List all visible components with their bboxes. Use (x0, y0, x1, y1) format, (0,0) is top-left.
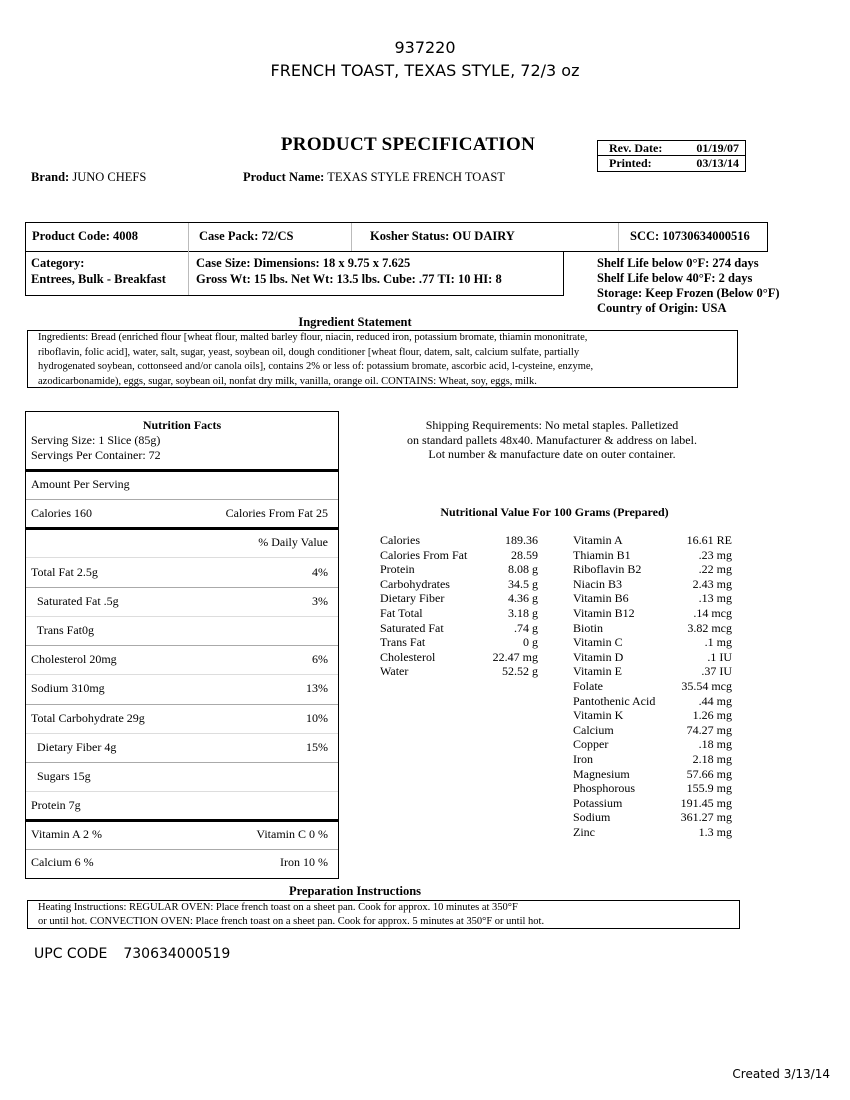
nutrient-name: Folate (573, 679, 603, 693)
nutrient-amount: .1 mg (704, 635, 732, 650)
vitamin-c: Vitamin C 0 % (256, 827, 328, 841)
divider (26, 557, 338, 558)
page-title: PRODUCT SPECIFICATION (280, 134, 536, 155)
nutritional-value-title: Nutritional Value For 100 Grams (Prepared) (440, 505, 669, 519)
nutrient-name: Vitamin C (573, 635, 623, 650)
nutrient-value-row (573, 694, 732, 709)
nutrient-daily-value: 10% (306, 710, 328, 725)
nutrient-amount: 3.18 g (508, 606, 538, 620)
nutrient-name: Dietary Fiber (380, 591, 445, 606)
divider (26, 762, 338, 763)
divider (26, 704, 338, 705)
nutrient-label: Cholesterol 20mg (31, 652, 117, 667)
calcium: Calcium 6 % (31, 855, 94, 869)
nutrient-value-row (573, 577, 732, 592)
rev-date-label: Rev. Date: (609, 141, 663, 155)
category (31, 255, 166, 287)
divider (26, 527, 338, 530)
nutrient-name: Vitamin B12 (573, 606, 635, 620)
calories-from-fat: Calories From Fat 25 (225, 506, 328, 520)
nutrient-daily-value: 13% (306, 681, 328, 696)
nutrient-amount: 2.18 mg (692, 752, 732, 766)
nutrient-value-row (573, 664, 732, 679)
printed-row (598, 156, 745, 170)
brand (31, 170, 146, 185)
upc-label: UPC CODE (34, 946, 108, 962)
nutrient-name: Magnesium (573, 766, 630, 781)
nutrient-value-row (573, 708, 732, 723)
nutrient-label: Sugars 15g (31, 768, 91, 783)
nutrient-amount: 8.08 g (508, 562, 538, 577)
nutrient-value-row (380, 591, 538, 606)
ingredient-statement-title: Ingredient Statement (298, 315, 412, 329)
nutrient-name: Vitamin B6 (573, 591, 629, 606)
rev-date-value: 01/19/07 (696, 141, 739, 155)
preparation-title: Preparation Instructions (288, 884, 422, 898)
nutrient-name: Niacin B3 (573, 576, 622, 591)
nutrient-name: Cholesterol (380, 649, 436, 664)
preparation-instructions (27, 900, 740, 929)
brand-value: JUNO CHEFS (72, 170, 147, 184)
nutrient-value-row (573, 796, 732, 811)
rev-date-row (598, 141, 745, 155)
divider (351, 223, 352, 251)
nutrient-amount: 57.66 mg (686, 766, 732, 781)
case-weights: Gross Wt: 15 lbs. Net Wt: 13.5 lbs. Cube: .77 TI: 10 HI: 8 (196, 272, 502, 286)
nutrient-amount: 0 g (523, 635, 538, 650)
product-code: Product Code: 4008 (32, 229, 139, 243)
nutrient-daily-value: 15% (306, 739, 328, 754)
nutrient-name: Biotin (573, 620, 604, 635)
storage: Storage: Keep Frozen (Below 0°F) (597, 286, 780, 300)
nutrient-amount: 35.54 mcg (681, 679, 732, 693)
nutrient-value-row (573, 562, 732, 577)
nutrient-amount: 189.36 (505, 533, 538, 547)
nutrient-label: Trans Fat0g (31, 623, 95, 638)
nutrient-amount: 28.59 (511, 547, 538, 562)
revision-box (597, 140, 746, 172)
nutrient-amount: 16.61 RE (686, 533, 732, 547)
product-name-label: Product Name: (243, 170, 325, 184)
product-name (243, 170, 505, 185)
iron: Iron 10 % (280, 855, 328, 869)
nutrient-name: Iron (573, 752, 593, 766)
item-title: FRENCH TOAST, TEXAS STYLE, 72/3 oz (270, 61, 580, 80)
shelf-life-0f: Shelf Life below 0°F: 274 days (597, 256, 759, 270)
scc-code: SCC: 10730634000516 (630, 229, 750, 243)
divider (26, 469, 338, 472)
divider (26, 674, 338, 675)
nutrient-daily-value: 4% (312, 565, 328, 579)
case-size (196, 255, 502, 287)
nutrient-amount: .1 IU (707, 649, 732, 664)
nutrient-name: Vitamin A (573, 533, 623, 547)
divider (188, 223, 189, 251)
divider (26, 791, 338, 792)
nutrient-amount: .18 mg (698, 737, 732, 752)
nutrient-name: Vitamin K (573, 708, 624, 723)
brand-label: Brand: (31, 170, 70, 184)
category-label: Category: (31, 256, 85, 270)
ingredient-line: riboflavin, folic acid], water, salt, sugar, yeast, soybean oil, dough conditioner [wheat flour, datem, salt, calcium sulfate, partially (38, 346, 580, 358)
nutrient-value-row (573, 810, 732, 825)
nutrient-name: Vitamin E (573, 664, 622, 679)
calories: Calories 160 (31, 506, 92, 520)
shipping-requirements (372, 418, 732, 462)
ingredient-statement (27, 330, 738, 388)
nutrient-daily-value: 3% (312, 594, 328, 609)
upc-number: 730634000519 (123, 946, 231, 962)
shipping-line: on standard pallets 48x40. Manufacturer & address on label. (407, 432, 697, 447)
nutrient-amount: 1.3 mg (698, 825, 732, 839)
daily-value-header: % Daily Value (258, 535, 328, 549)
item-number: 937220 (394, 38, 456, 57)
nutrient-value-row (573, 825, 732, 840)
nutrient-amount: 2.43 mg (692, 576, 732, 591)
divider (26, 645, 338, 646)
nutrient-value-row (573, 533, 732, 548)
nutrition-facts-panel (25, 411, 339, 879)
nutrient-value-row (573, 548, 732, 563)
nutrient-value-row (573, 752, 732, 767)
nutrient-amount: 52.52 g (502, 664, 538, 679)
nutrient-name: Calories From Fat (380, 547, 468, 562)
kosher-status: Kosher Status: OU DAIRY (370, 229, 515, 243)
nutrient-value-row (573, 650, 732, 665)
nutrient-value-row (573, 767, 732, 782)
product-info-row (25, 222, 768, 252)
preparation-line: or until hot. CONVECTION OVEN: Place french toast on a sheet pan. Cook for approx. 5 minutes at 350°F or until hot. (38, 916, 545, 927)
ingredient-line: hydrogenated soybean, cottonseed and/or canola oils], contains 2% or less of: potassium bromate, ascorbic acid, l-cysteine, enzyme, (38, 361, 594, 373)
nutrient-amount: .22 mg (698, 562, 732, 577)
nutrient-name: Calories (380, 533, 420, 547)
nutrient-amount: 361.27 mg (680, 810, 732, 825)
shelf-life-40f: Shelf Life below 40°F: 2 days (597, 271, 753, 285)
divider (188, 251, 189, 295)
nutrient-amount: 4.36 g (508, 591, 538, 606)
divider (26, 616, 338, 617)
divider (26, 819, 338, 822)
shipping-line: Shipping Requirements: No metal staples. Palletized (425, 418, 679, 432)
nutrient-name: Water (380, 664, 409, 679)
nutrient-amount: 74.27 mg (686, 722, 732, 737)
servings-per-container: Servings Per Container: 72 (31, 448, 161, 462)
nutrient-label: Dietary Fiber 4g (31, 739, 117, 754)
preparation-line: Heating Instructions: REGULAR OVEN: Place french toast on a sheet pan. Cook for approx. 10 minutes at 350°F (38, 902, 518, 913)
nutrient-value-row (380, 621, 538, 636)
nutrient-value-row (380, 548, 538, 563)
nutrient-value-row (573, 621, 732, 636)
nutrient-name: Calcium (573, 722, 614, 737)
nutrient-value-row (380, 664, 538, 679)
shipping-line: Lot number & manufacture date on outer container. (428, 447, 676, 461)
case-info-row (25, 251, 564, 296)
nutrient-amount: .13 mg (698, 591, 732, 606)
nutrient-name: Protein (380, 562, 415, 577)
category-value: Entrees, Bulk - Breakfast (31, 272, 166, 286)
nutrient-amount: .23 mg (698, 547, 732, 562)
nutrient-daily-value: 6% (312, 652, 328, 667)
nutrient-name: Riboflavin B2 (573, 562, 642, 577)
nutrient-label: Protein 7g (31, 797, 81, 812)
printed-value: 03/13/14 (696, 156, 739, 170)
divider (618, 223, 619, 251)
nutrient-value-row (380, 577, 538, 592)
nutrient-value-row (573, 781, 732, 796)
product-name-value: TEXAS STYLE FRENCH TOAST (327, 170, 505, 184)
serving-size: Serving Size: 1 Slice (85g) (31, 433, 161, 447)
nutrient-value-row (380, 606, 538, 621)
divider (26, 587, 338, 588)
nutrient-value-row (573, 591, 732, 606)
upc-code (34, 946, 230, 962)
nutrient-amount: .44 mg (698, 693, 732, 708)
nutrient-name: Thiamin B1 (573, 547, 631, 562)
nutrient-label: Sodium 310mg (31, 681, 105, 696)
country-of-origin: Country of Origin: USA (597, 301, 727, 315)
vitamin-a: Vitamin A 2 % (31, 827, 102, 841)
nutrient-value-row (380, 635, 538, 650)
nutrient-amount: .14 mcg (693, 606, 732, 620)
nutrient-name: Fat Total (380, 606, 423, 620)
nutrient-value-row (573, 737, 732, 752)
nutrient-value-row (573, 723, 732, 738)
nutrient-amount: 3.82 mcg (687, 620, 732, 635)
nutrient-amount: 1.26 mg (692, 708, 732, 723)
amount-per-serving: Amount Per Serving (31, 477, 130, 491)
divider (26, 499, 338, 500)
nutrient-name: Sodium (573, 810, 611, 825)
case-pack: Case Pack: 72/CS (199, 229, 294, 243)
created-date: Created 3/13/14 (732, 1067, 830, 1081)
nutrient-value-row (573, 606, 732, 621)
nutrient-name: Potassium (573, 795, 623, 810)
nutrient-value-row (380, 533, 538, 548)
printed-label: Printed: (609, 156, 652, 170)
nutrient-name: Copper (573, 737, 609, 752)
nutrient-name: Vitamin D (573, 649, 624, 664)
ingredient-line: Ingredients: Bread (enriched flour [wheat flour, malted barley flour, niacin, reduced iron, potassium bromate, thiamin mononitrate, (38, 332, 588, 343)
nutrient-name: Trans Fat (380, 635, 426, 650)
nutrient-amount: 22.47 mg (492, 649, 538, 664)
case-dimensions: Case Size: Dimensions: 18 x 9.75 x 7.625 (196, 256, 411, 270)
divider (26, 849, 338, 850)
nutrient-name: Carbohydrates (380, 576, 450, 591)
nutrient-value-row (573, 679, 732, 694)
nutrient-value-row (380, 562, 538, 577)
nutrient-label: Total Fat 2.5g (31, 565, 98, 579)
nutrient-amount: .74 g (514, 620, 538, 635)
shelf-life-info (597, 256, 780, 316)
ingredient-line: azodicarbonamide), eggs, sugar, soybean oil, nonfat dry milk, vanilla, orange oil. CONTAINS: Wheat, soy, eggs, milk. (38, 376, 537, 388)
nutrition-facts-title: Nutrition Facts (142, 418, 222, 432)
nutrient-value-row (380, 650, 538, 665)
nutrient-value-row (573, 635, 732, 650)
nutrient-name: Zinc (573, 825, 595, 839)
nutrient-name: Saturated Fat (380, 620, 444, 635)
nutrient-amount: 191.45 mg (680, 795, 732, 810)
nutrient-amount: 155.9 mg (686, 781, 732, 796)
divider (26, 733, 338, 734)
nutrient-label: Saturated Fat .5g (31, 594, 119, 609)
nutrient-name: Phosphorous (573, 781, 636, 796)
nutrient-amount: .37 IU (701, 664, 732, 679)
nutrient-name: Pantothenic Acid (573, 693, 656, 708)
nutrient-label: Total Carbohydrate 29g (31, 710, 145, 725)
nutrient-amount: 34.5 g (508, 576, 538, 591)
